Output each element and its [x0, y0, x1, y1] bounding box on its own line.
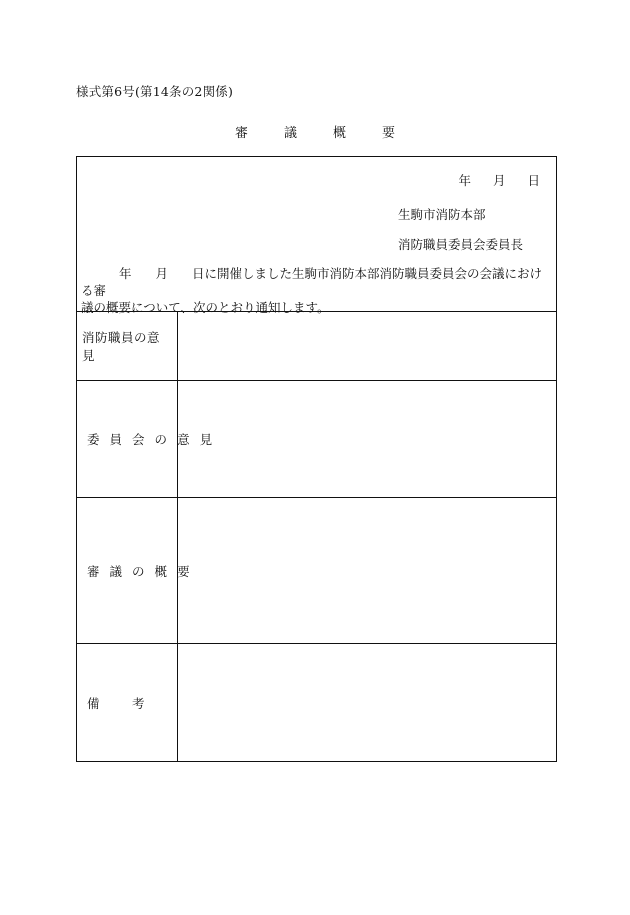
notice-year: 年 — [119, 266, 132, 281]
row-staff-opinion — [77, 311, 556, 381]
form-number: 様式第6号(第14条の2関係) — [76, 84, 234, 99]
organization-name: 生駒市消防本部 — [398, 207, 486, 222]
title-char: 要 — [381, 126, 395, 141]
notice-line2: 議の概要について、次のとおり通知します。 — [81, 300, 330, 315]
title-char: 概 — [332, 126, 346, 141]
notice-line1: 日に開催しました生駒市消防本部消防職員委員会の会議における審 — [81, 266, 543, 298]
remarks-field[interactable] — [178, 644, 556, 761]
row-committee-opinion — [77, 381, 556, 498]
row-label-staff-opinion — [77, 311, 178, 380]
row-remarks — [77, 644, 556, 761]
date-month: 月 — [492, 173, 506, 188]
row-label-remarks — [77, 644, 178, 761]
notice-text — [81, 265, 553, 316]
date-year: 年 — [458, 173, 471, 188]
title-char: 議 — [283, 126, 297, 141]
label-text: 委 員 会 の 意 見 — [87, 432, 213, 447]
date-line — [458, 171, 540, 189]
deliberation-summary-field[interactable] — [178, 498, 556, 643]
title-char: 審 — [235, 126, 249, 141]
row-deliberation-summary — [77, 498, 556, 644]
row-label-deliberation-summary — [77, 498, 190, 643]
label-text: 審 議 の 概 要 — [87, 563, 190, 579]
label-text: 消防職員の意見 — [82, 329, 161, 363]
row-label-committee-opinion — [77, 381, 213, 497]
document-title — [235, 122, 395, 141]
committee-opinion-field[interactable] — [178, 381, 556, 497]
notice-header — [77, 157, 556, 315]
date-day: 日 — [527, 173, 540, 188]
notice-month: 月 — [155, 266, 169, 281]
label-text: 備 考 — [87, 695, 145, 711]
committee-chair: 消防職員委員会委員長 — [398, 237, 524, 252]
staff-opinion-field[interactable] — [178, 311, 556, 380]
form-table — [76, 156, 557, 762]
